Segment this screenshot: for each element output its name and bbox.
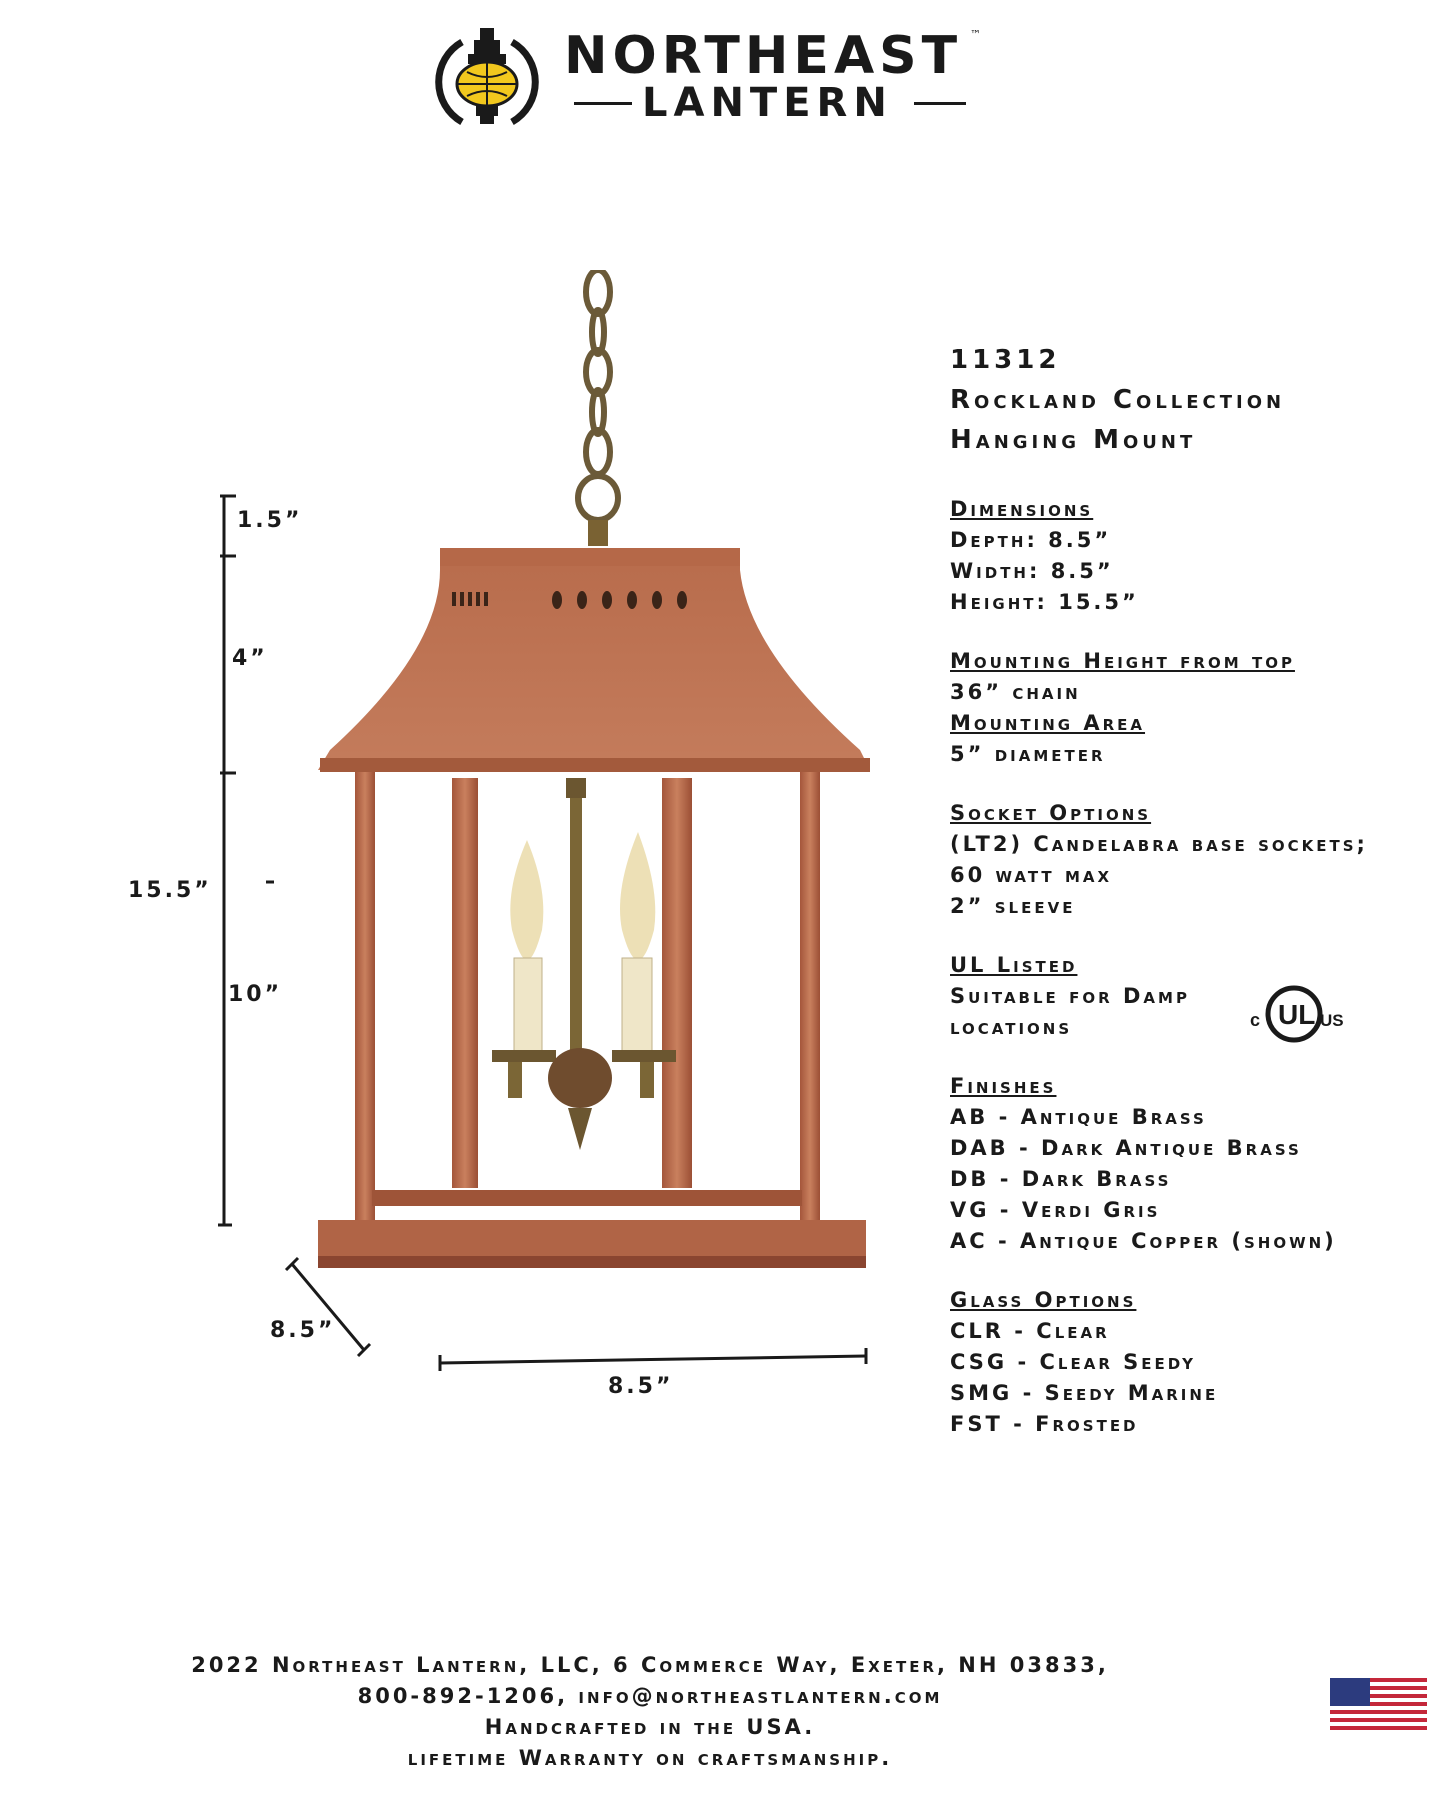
section-dimensions [950,494,1430,618]
lantern-emblem-icon [432,22,542,132]
footer-contact[interactable]: 800-892-1206, info@northeastlantern.com [357,1684,943,1708]
glass-item: SMG - Seedy Marine [950,1381,1219,1405]
glass-heading: Glass Options [950,1288,1137,1312]
glass-item: CLR - Clear [950,1319,1110,1343]
spec-line: 36” chain [950,680,1081,704]
divider-right [914,102,966,105]
mounting-height-heading: Mounting Height from top [950,649,1295,673]
section-finishes [950,1071,1430,1257]
spec-line: Depth: 8.5” [950,528,1112,552]
dim-label-total: 15.5” [128,878,212,903]
product-collection: Rockland Collection [950,385,1286,415]
ul-text-right: US [1320,1011,1344,1030]
lantern-image [0,270,940,1450]
brand-logo [432,22,981,132]
product-number: 11312 [950,345,1061,375]
glass-item: FST - Frosted [950,1412,1139,1436]
spec-line: 60 watt max [950,863,1113,887]
mounting-area-heading: Mounting Area [950,711,1146,735]
brand-name-line1: NORTHEAST [564,26,963,86]
finish-item: AC - Antique Copper (shown) [950,1229,1337,1253]
glass-item: CSG - Clear Seedy [950,1350,1197,1374]
ul-heading: UL Listed [950,953,1078,977]
spec-line: (LT2) Candelabra base sockets; [950,832,1368,856]
finish-item: DAB - Dark Antique Brass [950,1136,1302,1160]
spec-line: Suitable for Damp [950,984,1190,1008]
divider-left [574,102,632,105]
dim-label-width: 8.5” [608,1374,674,1399]
footer-address: 2022 Northeast Lantern, LLC, 6 Commerce Way, Exeter, NH 03833, [191,1653,1109,1677]
footer-warranty: lifetime Warranty on craftsmanship. [407,1746,893,1770]
spec-line: locations [950,1015,1073,1039]
dim-label-top: 1.5” [237,508,303,533]
dim-label-depth: 8.5” [270,1318,336,1343]
section-socket [950,798,1430,922]
socket-heading: Socket Options [950,801,1152,825]
spec-line: 5” diameter [950,742,1106,766]
ul-listed-logo [1248,982,1344,1046]
spec-line: Width: 8.5” [950,559,1114,583]
section-glass [950,1285,1430,1440]
ul-text-mid: UL [1278,999,1316,1030]
footer [100,1650,1200,1774]
dim-label-roof: 4” [232,646,268,671]
product-mount: Hanging Mount [950,425,1197,455]
finish-item: AB - Antique Brass [950,1105,1207,1129]
finish-item: VG - Verdi Gris [950,1198,1161,1222]
ul-mark-icon [1248,982,1344,1046]
dim-label-body: 10” [228,982,283,1007]
lantern-illustration [0,270,940,1450]
section-mounting [950,646,1430,770]
spec-line: Height: 15.5” [950,590,1139,614]
trademark-mark: ™ [970,28,981,41]
footer-handcrafted: Handcrafted in the USA. [484,1715,816,1739]
spec-column [950,340,1430,1440]
dimensions-heading: Dimensions [950,497,1094,521]
finishes-heading: Finishes [950,1074,1057,1098]
spec-line: 2” sleeve [950,894,1076,918]
us-flag-icon [1330,1678,1427,1730]
finish-item: DB - Dark Brass [950,1167,1172,1191]
brand-name-line2: LANTERN [642,80,893,126]
section-ul [950,950,1430,1043]
ul-text-left: c [1250,1010,1261,1030]
